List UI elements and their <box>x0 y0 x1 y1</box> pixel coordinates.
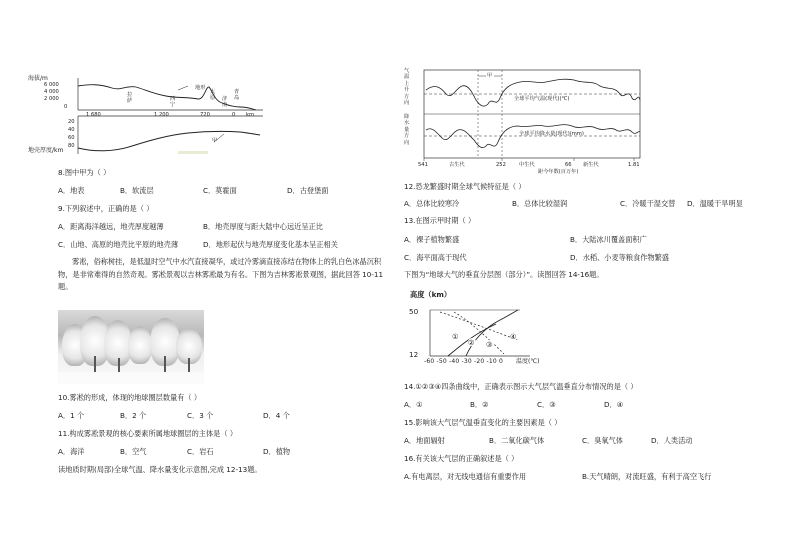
fig1-xtick: 0 <box>232 112 236 118</box>
fig2-xtick: 66 <box>565 162 572 168</box>
q14-option-d: D．④ <box>604 400 624 409</box>
curve-3-label: ③ <box>486 340 493 349</box>
q15-option-c: C．臭氧气体 <box>582 436 623 445</box>
fig1-ytick-bottom: 60 <box>68 135 75 141</box>
fig1-xunit: km <box>246 112 255 118</box>
fig2-xtick: 252 <box>496 162 506 168</box>
q9-option-b: B．地壳厚度与距大陆中心远近呈正比 <box>203 222 323 231</box>
q8-option-b: B．软流层 <box>120 186 154 195</box>
question-9: 9.下列叙述中，正确的是（ ） <box>58 204 154 213</box>
q8-option-c: C．莫霍面 <box>203 186 237 195</box>
question-13: 13.在图示甲时期（ ） <box>404 216 476 225</box>
q8-option-d: D．古登堡面 <box>287 186 329 195</box>
q14-option-a: A．① <box>404 400 423 409</box>
fig2-xtick: 1.81 <box>628 162 640 168</box>
curve-2-label: ② <box>468 338 475 347</box>
fig2-era-mesozoic: 中生代 <box>519 162 535 168</box>
fig1-ylabel-bottom: 地壳厚度/km <box>28 147 64 154</box>
q9-option-c: C．山地、高原的地壳比平原的地壳薄 <box>58 240 179 249</box>
place-jinan: 济南 <box>222 96 228 108</box>
question-16: 16.有关该大气层的正确叙述是（ ） <box>404 454 519 463</box>
question-10: 10.雾凇的形成，体现的地球圈层数量有（ ） <box>58 393 202 402</box>
q12-option-b: B．总体比较湿润 <box>512 199 568 208</box>
q16-option-a: A.有电离层，对无线电通信有重要作用 <box>404 472 527 481</box>
question-15: 15.影响该大气层气温垂直变化的主要因素是（ ） <box>404 418 562 427</box>
q11-option-c: C．岩石 <box>187 447 214 456</box>
place-xining: 西宁 <box>170 96 176 108</box>
curve-1-label: ① <box>452 332 459 341</box>
fig2-xtick: 541 <box>418 162 428 168</box>
fig3-xlabel: 温度(℃) <box>516 358 540 365</box>
fig1-jia: 甲 <box>212 138 218 144</box>
curve-4-label: ④ <box>510 332 517 341</box>
fig2-jia: 甲 <box>487 73 493 79</box>
fig3-ytick-12: 12 <box>409 350 419 359</box>
fig1-xtick: 1 200 <box>154 112 169 118</box>
fig3-ytick-50: 50 <box>409 307 419 316</box>
fig3-ylabel: 高度（km） <box>410 290 452 299</box>
fig1-xtick: 1 680 <box>86 112 101 118</box>
intro-14-16: 下图为“地球大气的垂直分层图（部分）”。读图回答 14-16题。 <box>404 270 604 279</box>
terrain-crust-profile <box>28 72 278 162</box>
q13-option-d: D．水稻、小麦等粮食作物繁盛 <box>570 253 669 262</box>
fig1-xtick: 720 <box>200 112 210 118</box>
fig1-ytick: 0 <box>64 104 68 110</box>
fig1-ytick-bottom: 80 <box>68 143 75 149</box>
fig2-ylabel-bottom: 降水量方向 <box>404 114 410 146</box>
rime-landscape-photo <box>58 310 204 384</box>
fig2-ylabel-top: 气温上升方向 <box>404 68 410 107</box>
q12-option-a: A．总体比较寒冷 <box>404 199 460 208</box>
fig1-terrain-label: 地形 <box>195 85 206 91</box>
q16-option-b: B.天气晴朗，对流旺盛，有利于高空飞行 <box>582 472 712 481</box>
intro-12-13: 读地质时期(局部)全球气温、降水量变化示意图,完成 12-13题。 <box>58 465 262 474</box>
q13-option-a: A．裸子植物繁盛 <box>404 235 460 244</box>
q9-option-d: D．地形起伏与地壳厚度变化基本呈正相关 <box>203 240 338 249</box>
q13-option-b: B．大陆冰川覆盖面积广 <box>570 235 647 244</box>
fig1-ytick: 4 000 <box>44 89 59 95</box>
fig2-xtitle: 距今年数(百万年) <box>538 169 579 175</box>
q10-option-a: A．1 个 <box>58 411 85 420</box>
fig1-ytick: 2 000 <box>44 96 59 102</box>
fig1-ytick-bottom: 20 <box>68 119 75 125</box>
q12-option-c: C．冷暖干湿交替 <box>620 199 676 208</box>
q9-option-a: A．距离海洋越远，地壳厚度越薄 <box>58 222 164 231</box>
q11-option-d: D．植物 <box>263 447 291 456</box>
q15-option-b: B．二氧化碳气体 <box>489 436 545 445</box>
q10-option-c: C．3 个 <box>187 411 214 420</box>
place-taiyuan: 太原 <box>210 89 216 101</box>
temp-precip-chart <box>404 66 644 170</box>
q12-option-d: D．温暖干旱明显 <box>687 199 743 208</box>
q15-option-d: D．人类活动 <box>651 436 693 445</box>
question-8: 8.图中甲为（ ） <box>58 168 111 177</box>
question-14: 14.①②③④四条曲线中，正确表示图示大气层气温垂直分布情况的是（ ） <box>404 382 638 391</box>
fig1-ytick-bottom: 40 <box>68 127 75 133</box>
q14-option-b: B．② <box>470 400 489 409</box>
q10-option-d: D．4 个 <box>263 411 290 420</box>
fig1-ytick: 6 000 <box>44 82 59 88</box>
fig3-xticks: -60 -50 -40 -30 -20 -10 0 <box>424 358 504 365</box>
question-11: 11.构成雾凇景观的核心要素所属地球圈层的主体是（ ） <box>58 429 238 438</box>
q10-option-b: B．2 个 <box>120 411 147 420</box>
legend-temperature: 全球平均气温(现代)(℃) <box>514 96 570 102</box>
q14-option-c: C．③ <box>537 400 556 409</box>
q11-option-a: A．海洋 <box>58 447 85 456</box>
fig1-ylabel-top: 海拔/m <box>28 75 48 82</box>
question-12: 12.恐龙繁盛时期全球气候特征是（ ） <box>404 182 526 191</box>
q13-option-c: C．海平面高于现代 <box>404 253 467 262</box>
place-lasa: 拉萨 <box>127 92 133 104</box>
q11-option-b: B．空气 <box>120 447 147 456</box>
legend-precipitation: 全球平均降水量(现代)(mm) <box>519 131 584 137</box>
q8-option-a: A．地表 <box>58 186 85 195</box>
fig2-era-paleozoic: 古生代 <box>449 162 465 168</box>
q15-option-a: A．地面辐射 <box>404 436 445 445</box>
rime-passage: 雾凇，俗称树挂，是低温时空气中水汽直接凝华，或过冷雾滴直接冻结在物体上的乳白色冰晶沉积物，是非常难得的自然奇观。雾凇景观以吉林雾凇最为有名。下图为吉林雾凇景观图，据此回答 10-11题。 <box>58 257 384 291</box>
fig2-era-cenozoic: 新生代 <box>583 162 599 168</box>
place-qingdao: 青岛 <box>234 89 240 101</box>
